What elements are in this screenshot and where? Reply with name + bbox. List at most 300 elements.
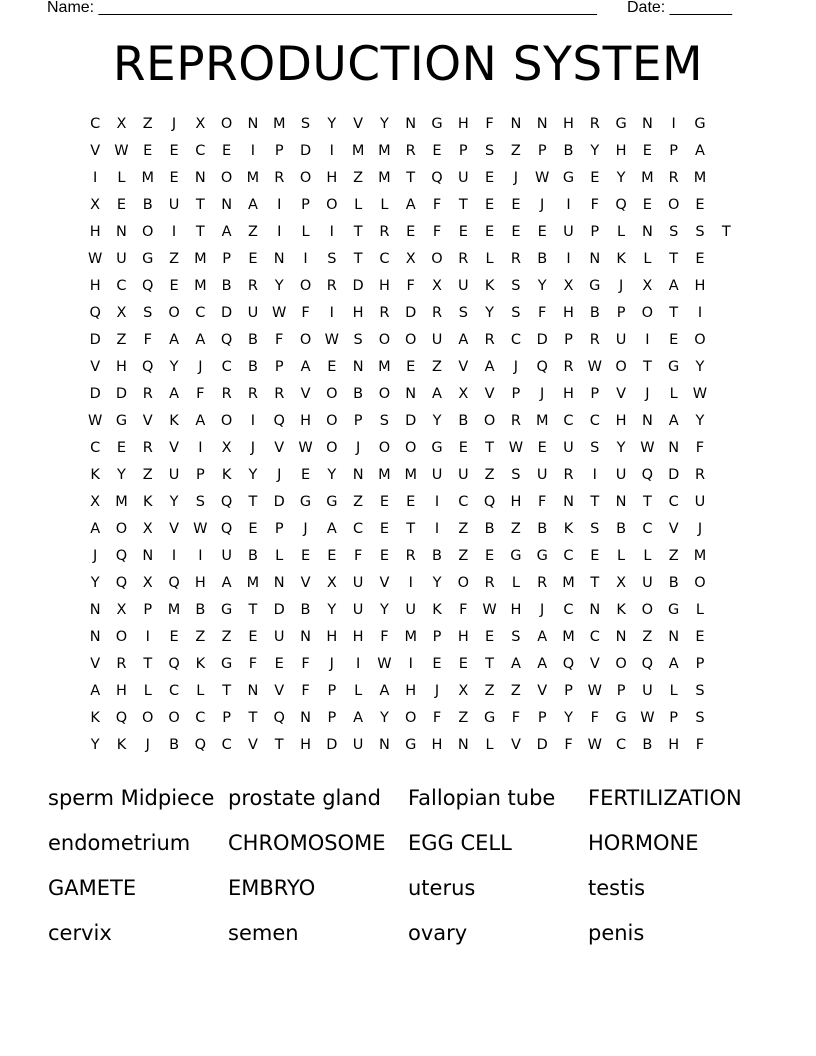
- grid-letter: B: [432, 548, 442, 564]
- grid-letter: X: [458, 683, 469, 699]
- grid-letter: N: [142, 548, 154, 564]
- grid-letter: Q: [273, 710, 285, 726]
- grid-letter: K: [90, 710, 100, 726]
- word-bank-item: GAMETE: [48, 876, 137, 900]
- grid-letter: O: [405, 440, 417, 456]
- grid-letter: Q: [641, 656, 654, 672]
- grid-letter: O: [615, 656, 627, 672]
- grid-letter: R: [379, 224, 390, 240]
- grid-letter: P: [432, 629, 442, 645]
- grid-letter: O: [115, 521, 128, 537]
- grid-letter: O: [168, 710, 180, 726]
- grid-letter: N: [116, 224, 127, 240]
- grid-letter: T: [669, 251, 679, 267]
- grid-letter: Y: [564, 710, 573, 726]
- grid-letter: O: [142, 224, 154, 240]
- grid-letter: B: [195, 602, 206, 618]
- grid-letter: W: [508, 440, 524, 456]
- grid-letter: G: [142, 251, 154, 267]
- grid-letter: G: [668, 359, 680, 375]
- grid-letter: E: [458, 224, 468, 240]
- grid-letter: T: [353, 251, 363, 267]
- grid-letter: E: [116, 197, 127, 213]
- grid-letter: Y: [590, 143, 600, 159]
- grid-letter: P: [537, 710, 547, 726]
- grid-letter: H: [300, 413, 311, 429]
- grid-letter: I: [171, 548, 177, 564]
- grid-letter: J: [618, 278, 624, 294]
- grid-letter: N: [247, 683, 259, 699]
- grid-letter: P: [327, 683, 337, 699]
- grid-letter: G: [431, 440, 443, 456]
- word-bank-item: EGG CELL: [408, 831, 512, 855]
- grid-letter: R: [142, 440, 153, 456]
- grid-letter: E: [485, 197, 495, 213]
- grid-letter: F: [538, 494, 547, 510]
- grid-letter: Z: [510, 683, 521, 699]
- grid-letter: Y: [327, 602, 337, 618]
- grid-letter: B: [142, 197, 153, 213]
- word-bank-item: uterus: [408, 876, 476, 900]
- grid-letter: Z: [510, 143, 521, 159]
- grid-letter: Q: [562, 656, 575, 672]
- grid-letter: N: [194, 170, 206, 186]
- grid-letter: T: [590, 575, 600, 591]
- grid-letter: V: [589, 656, 600, 672]
- grid-letter: M: [167, 602, 181, 618]
- grid-letter: O: [405, 710, 417, 726]
- grid-letter: R: [458, 251, 469, 267]
- grid-letter: O: [220, 413, 233, 429]
- grid-letter: F: [432, 710, 442, 726]
- grid-letter: P: [143, 602, 153, 618]
- grid-letter: I: [93, 170, 98, 186]
- grid-letter: W: [114, 143, 129, 159]
- grid-letter: M: [378, 170, 391, 186]
- grid-letter: S: [458, 305, 468, 321]
- grid-letter: Z: [432, 359, 442, 375]
- grid-letter: R: [537, 575, 548, 591]
- grid-letter: M: [351, 143, 365, 159]
- grid-letter: O: [694, 575, 706, 591]
- grid-letter: R: [431, 305, 443, 321]
- grid-letter: V: [274, 440, 285, 456]
- grid-letter: N: [536, 116, 548, 132]
- grid-letter: L: [117, 170, 126, 186]
- grid-letter: Q: [142, 278, 154, 294]
- grid-letter: Y: [327, 467, 337, 483]
- grid-letter: C: [90, 116, 101, 132]
- grid-letter: G: [668, 602, 680, 618]
- grid-letter: C: [353, 521, 364, 537]
- grid-letter: C: [221, 737, 232, 753]
- grid-letter: I: [277, 224, 282, 240]
- grid-letter: B: [458, 413, 469, 429]
- grid-letter: X: [195, 116, 206, 132]
- grid-letter: A: [537, 656, 548, 672]
- grid-letter: Y: [379, 602, 389, 618]
- grid-letter: U: [457, 467, 469, 483]
- grid-letter: N: [378, 737, 390, 753]
- grid-letter: V: [169, 440, 179, 456]
- grid-letter: H: [89, 278, 101, 294]
- grid-letter: A: [221, 224, 232, 240]
- grid-letter: C: [563, 602, 574, 618]
- grid-letter: E: [379, 494, 389, 510]
- grid-letter: E: [406, 359, 416, 375]
- grid-letter: X: [116, 305, 127, 321]
- grid-letter: A: [247, 197, 258, 213]
- grid-letter: X: [563, 278, 574, 294]
- grid-letter: K: [221, 467, 232, 483]
- grid-letter: N: [563, 494, 574, 510]
- grid-row: [82, 735, 742, 762]
- grid-letter: W: [640, 440, 655, 456]
- grid-letter: E: [458, 656, 468, 672]
- name-field-label: Name: ________________________________________________________: [47, 0, 597, 16]
- grid-letter: E: [406, 494, 416, 510]
- grid-letter: V: [142, 413, 153, 429]
- word-bank-item: endometrium: [48, 831, 191, 855]
- word-bank-item: CHROMOSOME: [228, 831, 386, 855]
- grid-letter: P: [353, 413, 363, 429]
- word-search-grid: [82, 114, 742, 762]
- grid-letter: S: [695, 224, 705, 240]
- grid-letter: J: [513, 170, 519, 186]
- grid-letter: Q: [194, 737, 207, 753]
- grid-letter: F: [275, 332, 284, 348]
- grid-row: [82, 141, 742, 168]
- grid-letter: W: [298, 440, 313, 456]
- word-bank-item: sperm Midpiece: [48, 786, 215, 810]
- grid-letter: O: [326, 197, 338, 213]
- grid-letter: Z: [353, 170, 364, 186]
- grid-letter: I: [171, 224, 177, 240]
- grid-letter: N: [89, 602, 101, 618]
- grid-letter: V: [90, 143, 101, 159]
- grid-letter: R: [589, 116, 600, 132]
- grid-letter: T: [590, 494, 600, 510]
- grid-letter: E: [590, 548, 600, 564]
- grid-letter: Q: [615, 197, 627, 213]
- grid-letter: O: [326, 440, 338, 456]
- grid-letter: Z: [353, 494, 364, 510]
- grid-letter: H: [510, 602, 522, 618]
- grid-letter: R: [484, 332, 495, 348]
- grid-letter: R: [274, 386, 285, 402]
- grid-letter: G: [326, 494, 338, 510]
- grid-letter: B: [484, 521, 495, 537]
- grid-letter: E: [485, 224, 495, 240]
- grid-letter: M: [562, 575, 575, 591]
- grid-row: [82, 357, 742, 384]
- grid-letter: V: [353, 116, 364, 132]
- grid-letter: N: [668, 629, 680, 645]
- grid-letter: N: [405, 386, 417, 402]
- grid-letter: E: [169, 629, 179, 645]
- grid-letter: W: [587, 359, 602, 375]
- grid-letter: O: [115, 629, 128, 645]
- grid-letter: G: [115, 413, 128, 429]
- grid-letter: N: [273, 251, 285, 267]
- grid-letter: I: [250, 413, 256, 429]
- grid-letter: Q: [431, 170, 443, 186]
- grid-letter: J: [540, 602, 545, 618]
- grid-letter: Z: [142, 467, 153, 483]
- grid-letter: J: [434, 683, 440, 699]
- grid-letter: Z: [642, 629, 653, 645]
- grid-letter: F: [380, 629, 389, 645]
- grid-letter: H: [563, 116, 574, 132]
- grid-letter: Z: [458, 710, 469, 726]
- grid-letter: Z: [247, 224, 258, 240]
- grid-letter: I: [145, 629, 150, 645]
- grid-letter: Q: [142, 359, 154, 375]
- grid-letter: L: [695, 602, 705, 618]
- grid-letter: A: [326, 521, 337, 537]
- grid-letter: S: [143, 305, 153, 321]
- grid-letter: U: [457, 170, 469, 186]
- grid-letter: M: [378, 467, 391, 483]
- grid-letter: N: [615, 629, 627, 645]
- grid-letter: D: [89, 332, 101, 348]
- grid-letter: Q: [220, 521, 233, 537]
- grid-letter: I: [434, 521, 440, 537]
- grid-letter: D: [405, 413, 417, 429]
- grid-letter: F: [564, 737, 573, 753]
- word-bank-item: testis: [588, 876, 646, 900]
- grid-letter: R: [668, 170, 679, 186]
- grid-letter: V: [274, 683, 285, 699]
- grid-letter: L: [196, 683, 205, 699]
- grid-letter: A: [195, 413, 206, 429]
- grid-letter: K: [616, 602, 626, 618]
- grid-letter: G: [510, 548, 522, 564]
- grid-letter: B: [668, 575, 679, 591]
- grid-letter: S: [484, 143, 495, 159]
- grid-letter: F: [301, 683, 310, 699]
- grid-letter: E: [169, 170, 179, 186]
- grid-letter: I: [329, 224, 334, 240]
- grid-letter: Q: [168, 575, 180, 591]
- grid-letter: U: [615, 467, 627, 483]
- grid-letter: B: [537, 251, 548, 267]
- grid-letter: P: [537, 143, 547, 159]
- grid-letter: U: [168, 197, 180, 213]
- grid-letter: W: [324, 332, 339, 348]
- grid-letter: P: [458, 143, 468, 159]
- grid-letter: P: [274, 359, 284, 375]
- grid-row: [82, 249, 742, 276]
- grid-letter: O: [457, 575, 470, 591]
- grid-letter: Y: [695, 359, 705, 375]
- grid-letter: J: [250, 440, 256, 456]
- grid-letter: E: [300, 548, 311, 564]
- grid-letter: M: [141, 170, 154, 186]
- grid-letter: D: [273, 494, 285, 510]
- grid-letter: O: [378, 332, 391, 348]
- grid-letter: L: [354, 683, 363, 699]
- grid-letter: I: [250, 143, 256, 159]
- grid-letter: E: [432, 143, 442, 159]
- grid-letter: E: [458, 440, 468, 456]
- grid-row: [82, 438, 742, 465]
- grid-letter: P: [222, 710, 231, 726]
- grid-letter: B: [642, 737, 653, 753]
- grid-letter: G: [694, 116, 706, 132]
- grid-letter: K: [169, 413, 179, 429]
- grid-letter: A: [405, 197, 416, 213]
- grid-letter: E: [222, 143, 232, 159]
- grid-letter: O: [220, 116, 233, 132]
- grid-letter: A: [353, 710, 364, 726]
- grid-letter: I: [303, 251, 308, 267]
- grid-letter: P: [301, 197, 310, 213]
- grid-letter: R: [274, 170, 285, 186]
- grid-letter: U: [431, 332, 443, 348]
- grid-letter: F: [695, 737, 705, 753]
- grid-letter: F: [432, 197, 442, 213]
- grid-letter: V: [169, 521, 179, 537]
- grid-letter: Z: [142, 116, 153, 132]
- grid-letter: J: [171, 116, 177, 132]
- grid-letter: E: [642, 197, 652, 213]
- grid-letter: Z: [169, 251, 179, 267]
- grid-letter: V: [300, 575, 311, 591]
- grid-letter: W: [377, 656, 392, 672]
- grid-row: [82, 573, 742, 600]
- grid-letter: E: [274, 656, 284, 672]
- grid-letter: B: [300, 602, 311, 618]
- grid-letter: F: [301, 305, 310, 321]
- grid-letter: Z: [195, 629, 206, 645]
- grid-letter: N: [352, 467, 364, 483]
- grid-letter: B: [221, 278, 232, 294]
- grid-letter: E: [169, 143, 179, 159]
- grid-letter: Y: [379, 710, 389, 726]
- grid-letter: P: [511, 386, 521, 402]
- grid-letter: M: [562, 629, 575, 645]
- grid-letter: G: [221, 656, 233, 672]
- grid-letter: R: [379, 305, 390, 321]
- grid-letter: Y: [248, 467, 258, 483]
- grid-letter: W: [535, 170, 550, 186]
- grid-letter: O: [405, 332, 417, 348]
- grid-row: [82, 222, 742, 249]
- grid-letter: L: [669, 386, 678, 402]
- grid-row: [82, 411, 742, 438]
- grid-letter: P: [669, 710, 679, 726]
- grid-letter: A: [537, 629, 548, 645]
- grid-letter: N: [615, 494, 627, 510]
- grid-letter: E: [248, 251, 258, 267]
- grid-letter: Q: [115, 710, 128, 726]
- grid-letter: O: [615, 359, 627, 375]
- grid-letter: V: [90, 359, 101, 375]
- grid-letter: X: [432, 278, 442, 294]
- grid-letter: W: [87, 251, 103, 267]
- grid-letter: I: [198, 440, 203, 456]
- grid-letter: Q: [273, 413, 285, 429]
- grid-row: [82, 114, 742, 141]
- grid-letter: H: [615, 143, 627, 159]
- grid-letter: H: [300, 737, 311, 753]
- grid-letter: E: [485, 629, 495, 645]
- grid-letter: F: [143, 332, 152, 348]
- grid-letter: H: [668, 737, 680, 753]
- grid-letter: V: [90, 656, 101, 672]
- word-bank-item: Fallopian tube: [408, 786, 556, 810]
- grid-letter: J: [198, 359, 203, 375]
- grid-letter: G: [221, 602, 233, 618]
- grid-letter: A: [695, 143, 705, 159]
- grid-letter: J: [513, 359, 519, 375]
- word-bank-item: EMBRYO: [228, 876, 316, 900]
- word-bank-item: penis: [588, 921, 645, 945]
- grid-letter: Q: [115, 548, 128, 564]
- grid-letter: O: [326, 413, 338, 429]
- grid-letter: H: [510, 494, 522, 510]
- grid-row: [82, 303, 742, 330]
- grid-letter: D: [89, 386, 101, 402]
- grid-letter: B: [247, 359, 258, 375]
- grid-letter: E: [695, 251, 705, 267]
- grid-letter: T: [406, 521, 416, 537]
- word-bank-item: semen: [228, 921, 299, 945]
- grid-letter: E: [379, 548, 389, 564]
- grid-letter: P: [564, 332, 573, 348]
- grid-letter: C: [668, 494, 679, 510]
- grid-letter: Y: [327, 116, 337, 132]
- grid-letter: F: [301, 656, 310, 672]
- grid-letter: H: [378, 278, 390, 294]
- page-title: REPRODUCTION SYSTEM: [112, 37, 704, 92]
- grid-letter: U: [247, 305, 259, 321]
- grid-letter: R: [405, 143, 416, 159]
- grid-letter: K: [563, 521, 574, 537]
- grid-letter: T: [248, 602, 258, 618]
- grid-letter: C: [616, 737, 627, 753]
- grid-letter: I: [434, 494, 440, 510]
- grid-letter: E: [300, 467, 311, 483]
- grid-letter: W: [587, 683, 602, 699]
- grid-letter: C: [563, 413, 574, 429]
- grid-letter: V: [616, 386, 627, 402]
- grid-letter: H: [563, 305, 574, 321]
- grid-row: [82, 168, 742, 195]
- grid-letter: Y: [274, 278, 284, 294]
- grid-letter: V: [537, 683, 548, 699]
- grid-letter: L: [643, 251, 652, 267]
- grid-letter: E: [248, 521, 258, 537]
- grid-letter: A: [484, 359, 495, 375]
- grid-letter: H: [431, 737, 443, 753]
- grid-letter: O: [220, 170, 233, 186]
- grid-letter: H: [563, 386, 574, 402]
- grid-letter: C: [90, 440, 101, 456]
- grid-letter: Z: [116, 332, 127, 348]
- grid-letter: S: [195, 494, 205, 510]
- grid-row: [82, 519, 742, 546]
- grid-letter: A: [169, 332, 179, 348]
- grid-letter: Z: [484, 683, 495, 699]
- grid-letter: V: [458, 359, 469, 375]
- grid-letter: F: [538, 305, 547, 321]
- grid-letter: A: [195, 332, 206, 348]
- grid-letter: I: [198, 548, 203, 564]
- grid-letter: S: [300, 116, 311, 132]
- grid-letter: F: [248, 656, 258, 672]
